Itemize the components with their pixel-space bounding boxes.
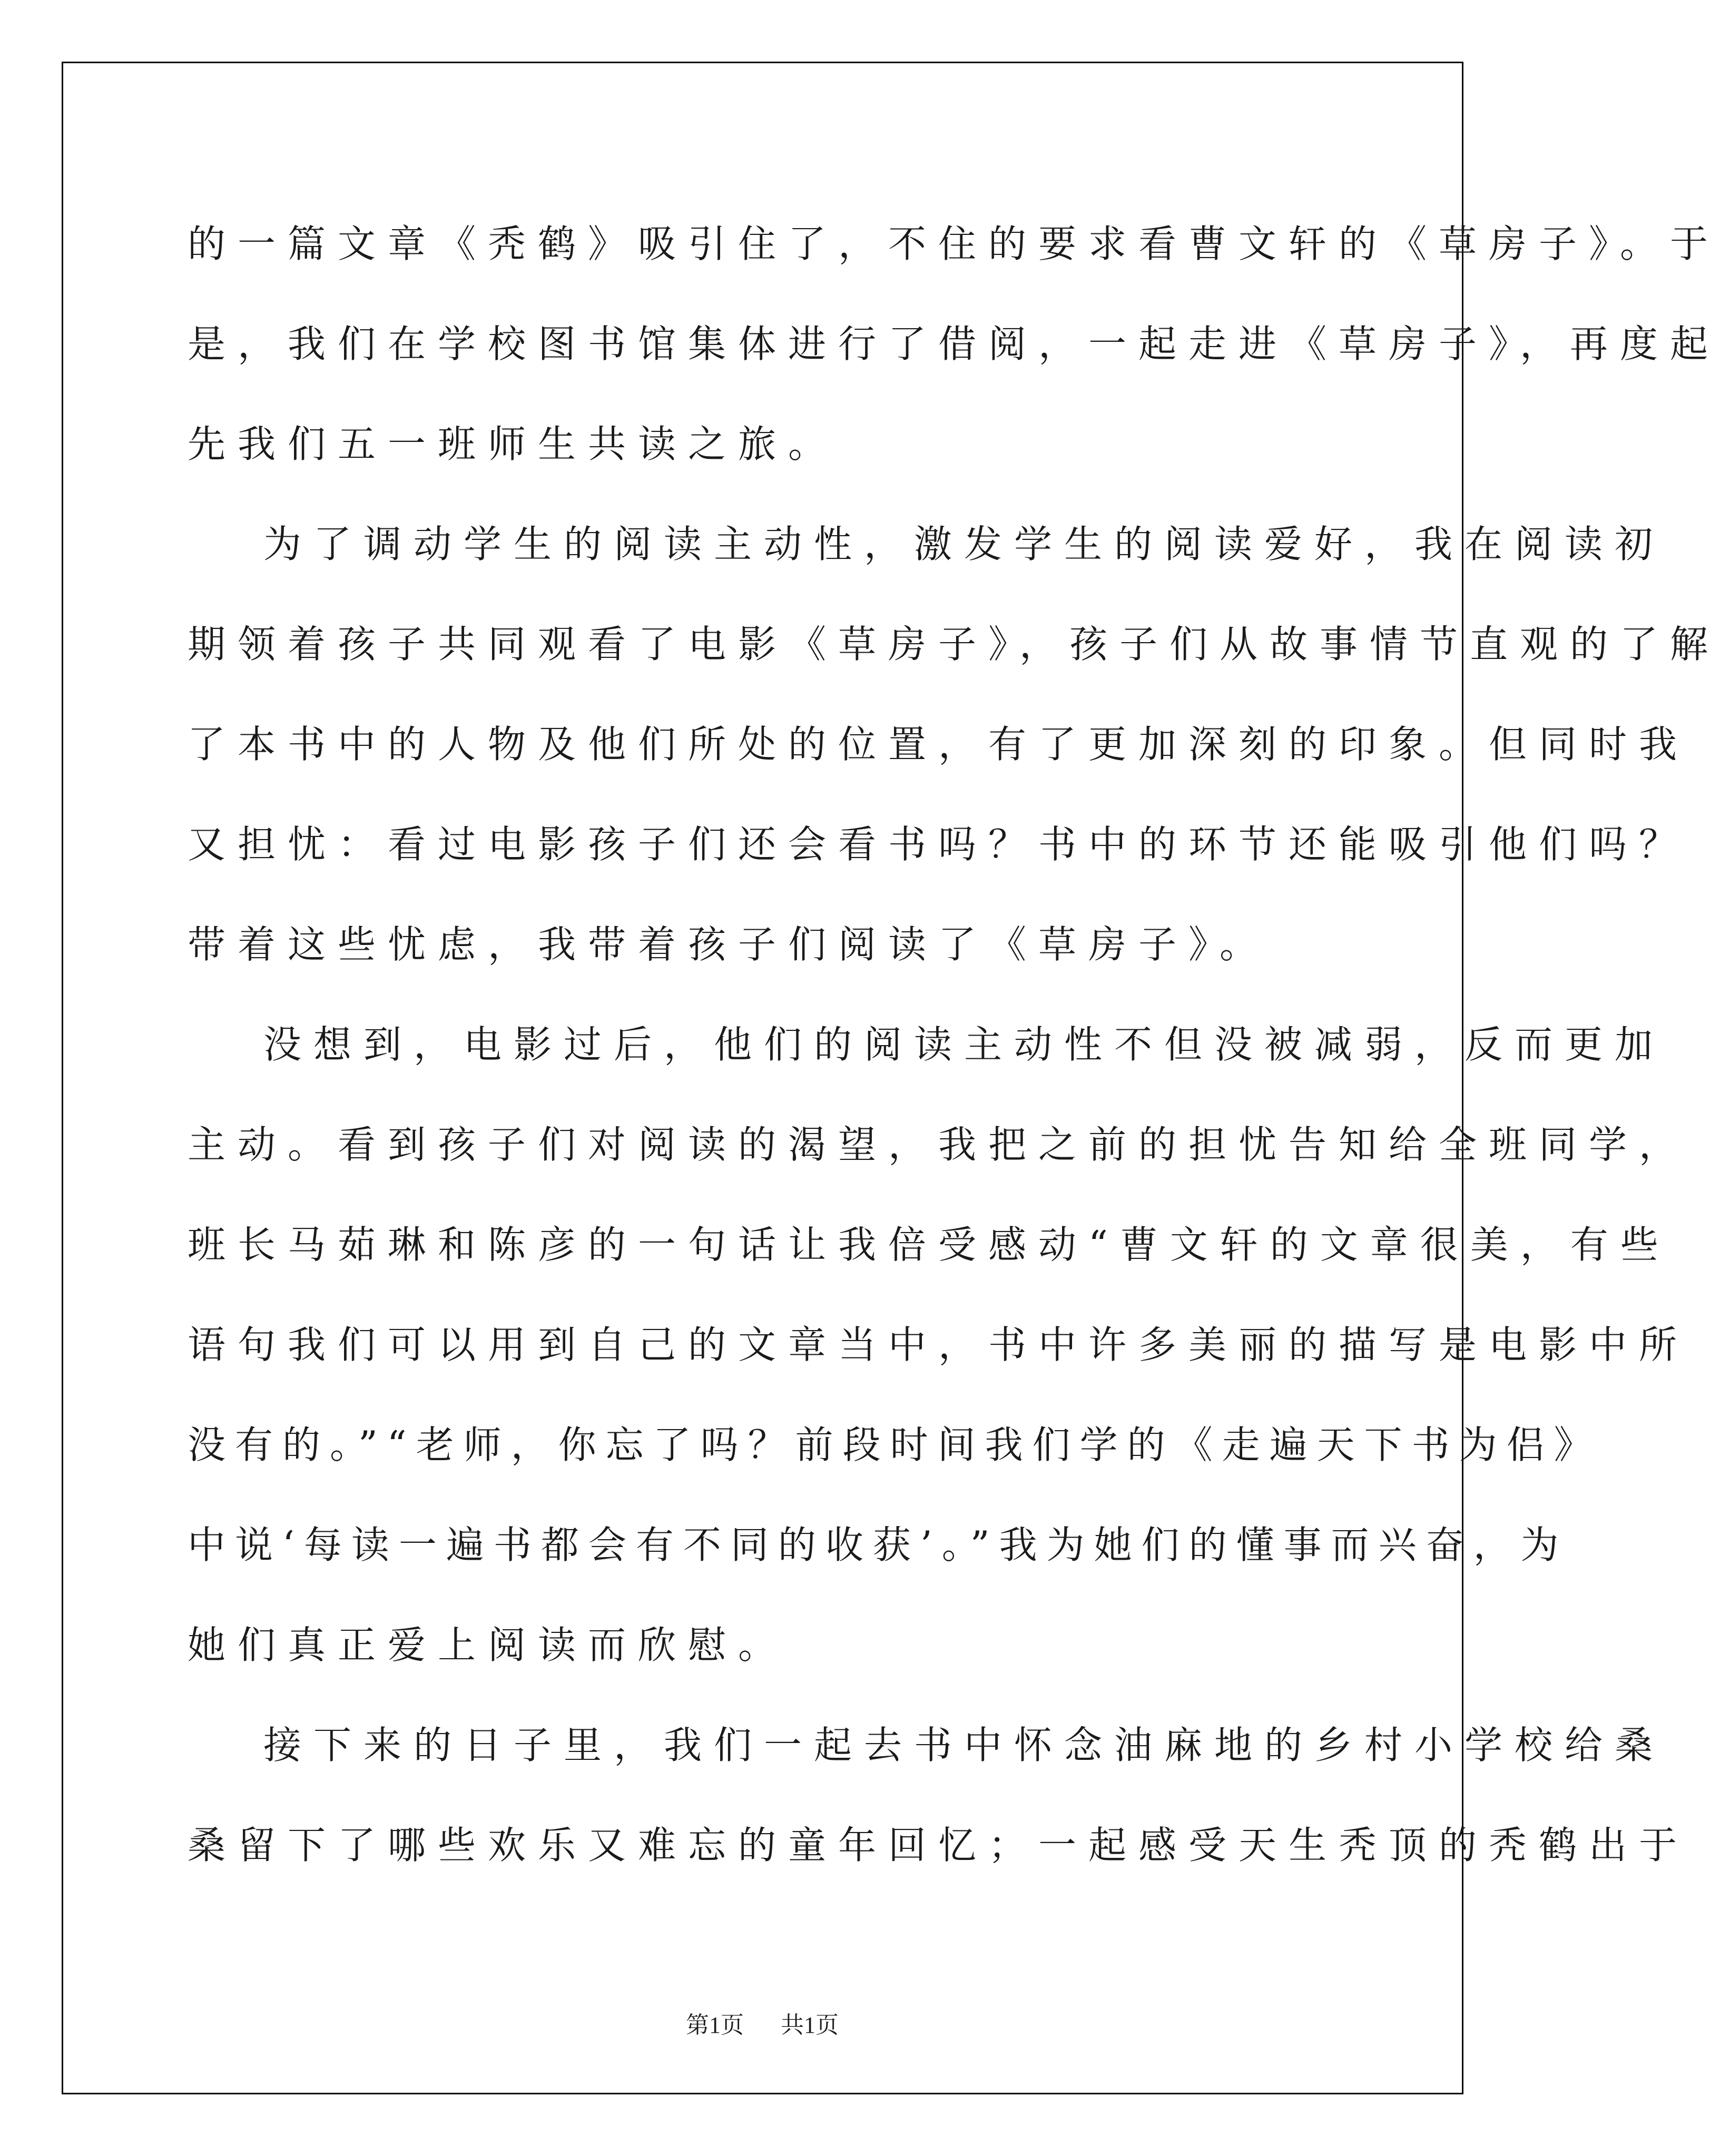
text-line: 又担忧：看过电影孩子们还会看书吗？书中的环节还能吸引他们吗？: [188, 822, 1689, 867]
text-line: 她们真正爱上阅读而欣慰。: [188, 1623, 789, 1667]
page-total: 共1页: [781, 2012, 839, 2038]
text-line: 期领着孩子共同观看了电影《草房子》，孩子们从故事情节直观的了解: [188, 622, 1720, 666]
text-line: 主动。看到孩子们对阅读的渴望，我把之前的担忧告知给全班同学，: [188, 1123, 1689, 1167]
text-line: 是，我们在学校图书馆集体进行了借阅，一起走进《草房子》，再度起: [188, 322, 1720, 366]
text-line: 语句我们可以用到自己的文章当中，书中许多美丽的描写是电影中所: [188, 1323, 1689, 1367]
text-line: 中说‘每读一遍书都会有不同的收获’。”我为她们的懂事而兴奋，为: [188, 1523, 1568, 1567]
text-line: 班长马茹琳和陈彦的一句话让我倍受感动“曹文轩的文章很美，有些: [188, 1223, 1670, 1267]
text-line: 的一篇文章《秃鹤》吸引住了，不住的要求看曹文轩的《草房子》。于: [188, 222, 1720, 266]
paragraph-first-line: 为了调动学生的阅读主动性，激发学生的阅读爱好，我在阅读初: [263, 522, 1665, 566]
text-line: 先我们五一班师生共读之旅。: [188, 422, 839, 466]
paragraph-first-line: 没想到，电影过后，他们的阅读主动性不但没被减弱，反而更加: [263, 1022, 1665, 1067]
page-footer: [0, 2006, 1525, 2040]
page-number: 第1页: [686, 2012, 744, 2038]
document-body: [188, 194, 1720, 1895]
text-line: 带着这些忧虑，我带着孩子们阅读了《草房子》。: [188, 922, 1270, 967]
text-line: 没有的。”“老师，你忘了吗？前段时间我们学的《走遍天下书为侣》: [188, 1423, 1601, 1467]
paragraph-first-line: 接下来的日子里，我们一起去书中怀念油麻地的乡村小学校给桑: [263, 1723, 1665, 1767]
text-line: 了本书中的人物及他们所处的位置，有了更加深刻的印象。但同时我: [188, 722, 1689, 766]
text-line: 桑留下了哪些欢乐又难忘的童年回忆；一起感受天生秃顶的秃鹤出于: [188, 1823, 1689, 1867]
